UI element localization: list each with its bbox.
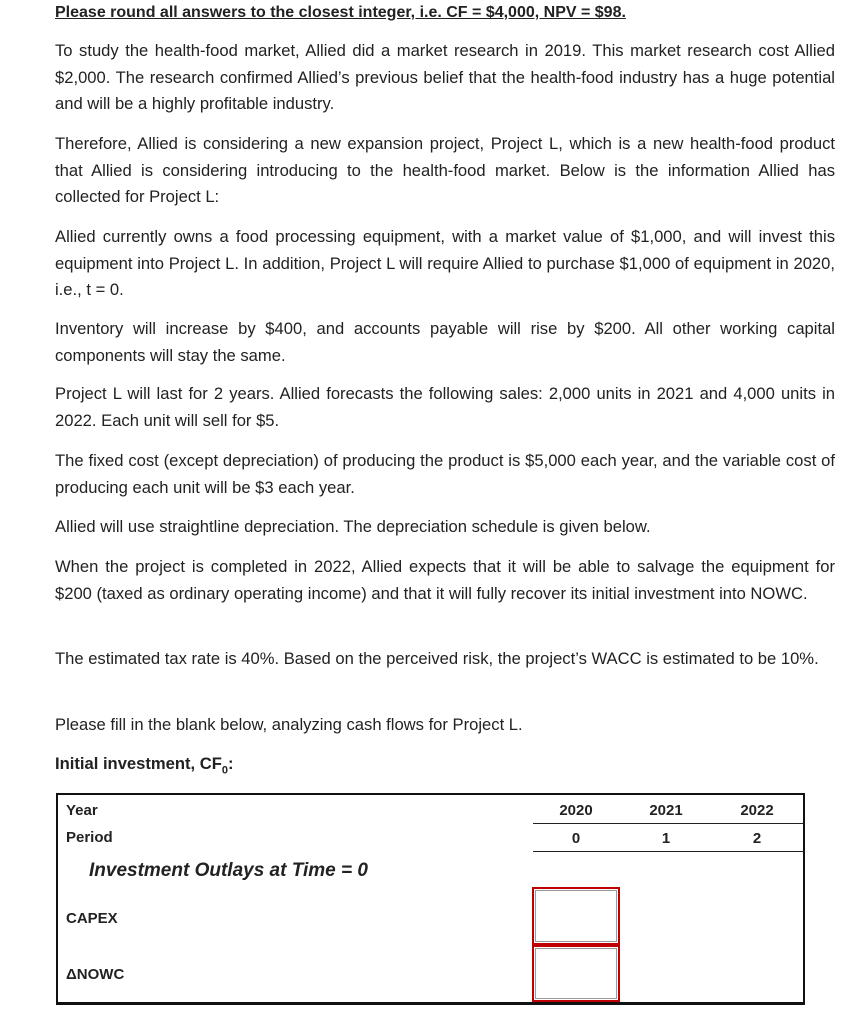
paragraph-tax-wacc: The estimated tax rate is 40%. Based on the perceived risk, the project’s WACC is estimated to be 10%.	[55, 649, 819, 668]
paragraph-working-capital: Inventory will increase by $400, and accounts payable will rise by $200. All other working capital components will stay the same.	[55, 319, 835, 365]
cash-flow-table	[56, 793, 805, 1005]
paragraph-depreciation: Allied will use straightline depreciation. The depreciation schedule is given below.	[55, 517, 651, 536]
period-2: 2	[752, 830, 762, 847]
year-2020: 2020	[559, 802, 593, 819]
paragraph-costs: The fixed cost (except depreciation) of producing the product is $5,000 each year, and the variable cost of producing each unit will be $3 each year.	[55, 451, 835, 497]
row-label-capex: CAPEX	[66, 910, 118, 927]
row-label-period: Period	[66, 829, 113, 846]
period-0: 0	[571, 830, 581, 847]
year-row-divider	[533, 823, 803, 824]
paragraph-market-research: To study the health-food market, Allied did a market research in 2019. This market research cost Allied $2,000. The research confirmed Allied’s previous belief that the health-food industry has a huge potential and will be a highly profitable industry.	[55, 41, 835, 113]
period-row-divider	[533, 851, 803, 852]
paragraph-equipment: Allied currently owns a food processing equipment, with a market value of $1,000, and will invest this equipment into Project L. In addition, Project L will require Allied to purchase $1,000 of equipment in 2020, i.e., t = 0.	[55, 227, 835, 299]
paragraph-instruction: Please fill in the blank below, analyzing cash flows for Project L.	[55, 715, 523, 734]
row-label-delta-nowc: ΔNOWC	[66, 966, 125, 983]
paragraph-salvage: When the project is completed in 2022, Allied expects that it will be able to salvage the equipment for $200 (taxed as ordinary operating income) and that it will fully recover its initial investment into NOWC.	[55, 557, 835, 603]
paragraph-project-intro: Therefore, Allied is considering a new expansion project, Project L, which is a new health-food product that Allied is considering introducing to the health-food market. Below is the information Allied has collected for Project L:	[55, 134, 835, 206]
capex-input-2020[interactable]	[532, 887, 620, 945]
delta-nowc-input-2020[interactable]	[532, 945, 620, 1002]
row-label-year: Year	[66, 802, 98, 819]
initial-investment-heading: Initial investment, $CF_0$:	[55, 754, 234, 777]
rounding-instruction: Please round all answers to the closest integer, i.e. CF = $4,000, NPV = $98.	[55, 4, 626, 21]
investment-outlays-subtitle: Investment Outlays at Time = 0	[89, 860, 368, 881]
paragraph-sales-forecast: Project L will last for 2 years. Allied forecasts the following sales: 2,000 units in 2021 and 4,000 units in 2022. Each unit will sell for $5.	[55, 384, 835, 430]
period-1: 1	[661, 830, 671, 847]
year-2021: 2021	[649, 802, 683, 819]
year-2022: 2022	[740, 802, 774, 819]
